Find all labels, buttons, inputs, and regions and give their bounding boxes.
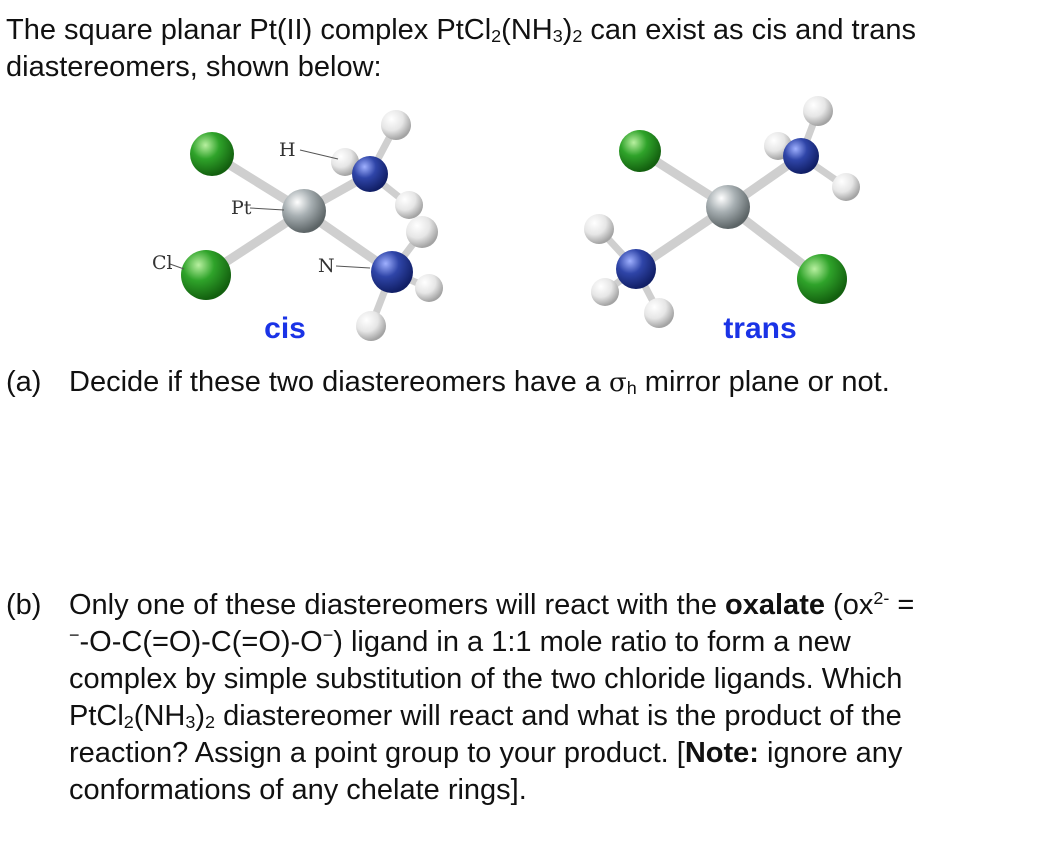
cis-hydrogen (415, 274, 443, 302)
cis-label-h: H (279, 139, 296, 161)
question-b-text (69, 587, 1039, 809)
trans-platinum (706, 185, 750, 229)
cis-label-pt: Pt (231, 197, 252, 219)
equals-sign: = (889, 589, 915, 621)
intro-sub-1: 2 (491, 26, 502, 47)
trans-chlorine-top (619, 130, 661, 172)
trans-nitrogen-bottom (616, 249, 656, 289)
trans-caption: trans (723, 312, 797, 345)
question-b-line-4 (69, 698, 1039, 735)
minus-charge: − (69, 625, 80, 646)
sigma-subscript: h (626, 378, 637, 399)
question-b-line-4-text: diastereomer will react and what is the product of the (215, 700, 902, 732)
question-b-line-5-end: ignore any (758, 737, 903, 769)
cis-hydrogen (395, 191, 423, 219)
intro-sub-2: 3 (552, 26, 563, 47)
cis-label-n: N (318, 255, 335, 277)
note-bold: Note: (684, 737, 759, 769)
trans-nitrogen-top (783, 138, 819, 174)
question-b-line-1-text: Only one of these diastereomers will react with the (69, 589, 726, 621)
formula-part: (NH (133, 700, 186, 732)
trans-hydrogen (591, 278, 619, 306)
formula-sub: 2 (205, 712, 216, 733)
intro-text-2: (NH (501, 14, 553, 46)
intro-text-4: can exist as cis and trans (582, 14, 917, 46)
trans-hydrogen (832, 173, 860, 201)
question-a-text-1: Decide if these two diastereomers have a (69, 366, 609, 398)
intro-paragraph (6, 12, 1042, 86)
cis-chlorine-bottom (181, 250, 231, 300)
question-b-line-2 (69, 624, 1039, 661)
sigma-symbol: σ (609, 368, 627, 398)
cis-hydrogen (356, 311, 386, 341)
cis-chlorine-top (190, 132, 234, 176)
formula-part: ) (195, 700, 206, 732)
cis-hydrogen (406, 216, 438, 248)
formula-part: PtCl (69, 700, 124, 732)
cis-hydrogen (381, 110, 411, 140)
question-a-label: (a) (6, 366, 42, 398)
question-b-line-3: complex by simple substitution of the two chloride ligands. Which (69, 663, 903, 695)
cis-label-cl: Cl (152, 252, 173, 274)
question-a-text (69, 364, 1039, 402)
formula-sub: 3 (185, 712, 196, 733)
cis-nitrogen-top (352, 156, 388, 192)
oxalate-charge: 2- (873, 588, 890, 609)
question-b-line-1 (69, 587, 1039, 624)
question-b-line-2-text: ) ligand in a 1:1 mole ratio to form a new (333, 626, 851, 658)
cis-caption: cis (264, 312, 306, 345)
cis-nitrogen-bottom (371, 251, 413, 293)
intro-line-2: diastereomers, shown below: (6, 51, 382, 83)
trans-hydrogen (803, 96, 833, 126)
minus-charge: − (322, 625, 334, 646)
oxalate-open: (ox (824, 589, 874, 621)
trans-hydrogen (584, 214, 614, 244)
intro-sub-3: 2 (572, 26, 583, 47)
intro-text-1: The square planar Pt(II) complex PtCl (6, 14, 492, 46)
question-b-label: (b) (6, 589, 42, 621)
formula-sub: 2 (123, 712, 134, 733)
question-b-line-5 (69, 735, 1039, 772)
molecule-figure (0, 92, 1048, 354)
trans-hydrogen (644, 298, 674, 328)
question-b-line-6: conformations of any chelate rings]. (69, 774, 527, 806)
question-a-text-2: mirror plane or not. (636, 366, 890, 398)
trans-chlorine-bottom (797, 254, 847, 304)
oxalate-formula: -O-C(=O)-C(=O)-O (79, 626, 323, 658)
intro-text-3: ) (562, 14, 573, 46)
question-b-line-5-text: reaction? Assign a point group to your product. [ (69, 737, 685, 769)
oxalate-bold: oxalate (725, 589, 825, 621)
cis-platinum (282, 189, 326, 233)
